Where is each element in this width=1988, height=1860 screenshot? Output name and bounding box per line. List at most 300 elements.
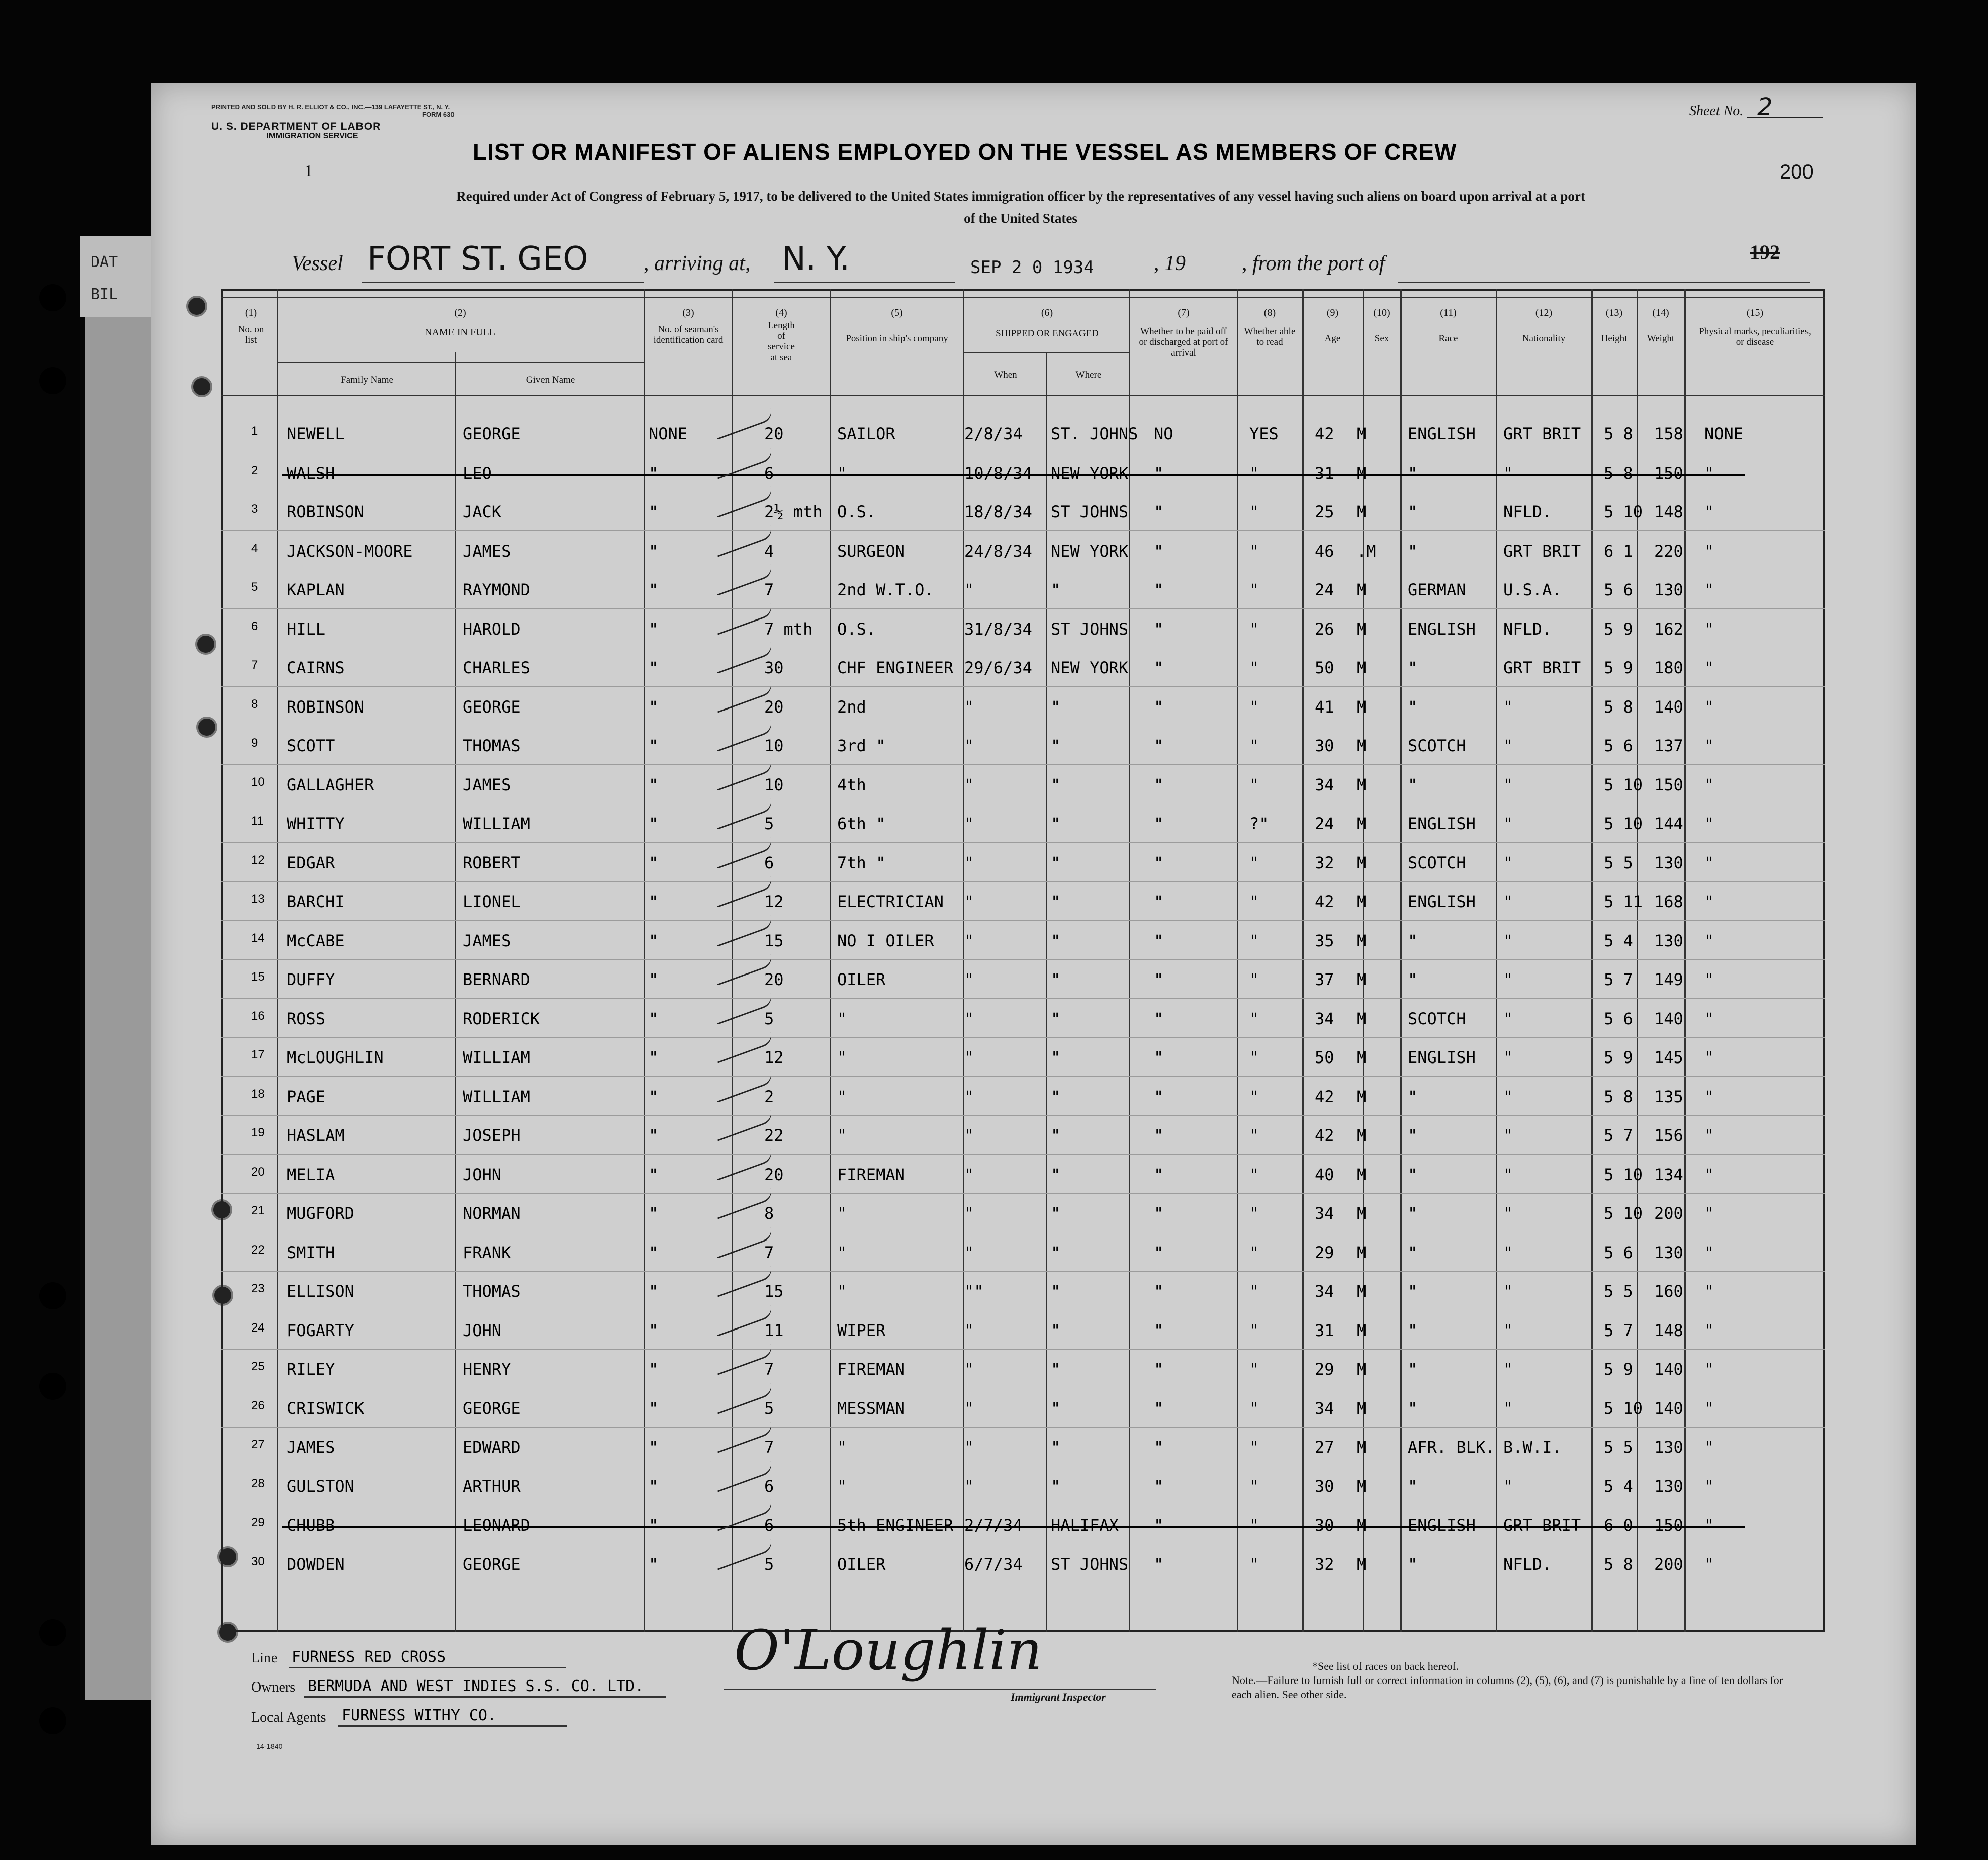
cell-nationality: " [1503, 1126, 1513, 1145]
cell-age: 40 [1315, 1165, 1334, 1184]
cell-when: 2/8/34 [964, 424, 1023, 444]
cell-weight: 140 [1654, 1360, 1683, 1379]
cell-read: " [1249, 775, 1259, 794]
cell-sex: M [1357, 1554, 1367, 1574]
cell-paid: " [1154, 619, 1164, 639]
cell-read: " [1249, 853, 1259, 872]
name-subdivider [455, 352, 456, 1632]
row-rule [221, 608, 1825, 609]
header-col-15-label: Physical marks, peculiarities, or disease [1699, 326, 1811, 347]
cell-when: " [964, 580, 974, 599]
cell-given: THOMAS [463, 1282, 521, 1301]
cell-weight: 150 [1654, 463, 1683, 483]
cell-given: RAYMOND [463, 580, 530, 599]
header-col-6-num: (6) [1041, 307, 1053, 318]
cell-read: " [1249, 1009, 1259, 1028]
cell-weight: 130 [1654, 1476, 1683, 1496]
cell-weight: 140 [1654, 697, 1683, 717]
agents-underline [338, 1725, 567, 1727]
cell-age: 37 [1315, 970, 1334, 989]
binder-hole [39, 1373, 66, 1400]
cell-height: 5 10 [1604, 814, 1643, 833]
row-rule [221, 1076, 1825, 1077]
cell-given: JOHN [463, 1320, 502, 1340]
cell-card: " [649, 1204, 659, 1223]
row-rule [221, 1349, 1825, 1350]
column-divider [1302, 289, 1304, 1632]
cell-service: 5 [764, 1398, 774, 1418]
cell-weight: 140 [1654, 1398, 1683, 1418]
cell-given: WILLIAM [463, 1048, 530, 1067]
cell-paid: " [1154, 775, 1164, 794]
cell-race: " [1408, 1282, 1418, 1301]
cell-card: " [649, 502, 659, 521]
cell-nationality: " [1503, 1243, 1513, 1262]
cell-height: 5 9 [1604, 658, 1633, 677]
cell-family: GULSTON [287, 1476, 354, 1496]
cell-where: " [1051, 1243, 1061, 1262]
cell-given: LEONARD [463, 1516, 530, 1535]
cell-age: 50 [1315, 658, 1334, 677]
manifest-table [221, 289, 1825, 1632]
cell-position: " [837, 1009, 847, 1028]
cell-family: GALLAGHER [287, 775, 374, 794]
cell-position: 6th " [837, 814, 886, 833]
cell-card: " [649, 541, 659, 561]
line-underline [289, 1667, 566, 1668]
cell-no: 1 [251, 424, 258, 438]
cell-when: 18/8/34 [964, 502, 1032, 521]
cell-nationality: " [1503, 931, 1513, 950]
cell-no: 27 [251, 1438, 265, 1451]
list-number: 1 [304, 162, 313, 181]
cell-no: 10 [251, 775, 265, 789]
cell-where: " [1051, 1398, 1061, 1418]
cell-read: " [1249, 1360, 1259, 1379]
cell-weight: 134 [1654, 1165, 1683, 1184]
cell-paid: " [1154, 1398, 1164, 1418]
cell-no: 7 [251, 658, 258, 672]
cell-weight: 144 [1654, 814, 1683, 833]
cell-when: " [964, 736, 974, 755]
cell-card: " [649, 580, 659, 599]
scrap-text-2: BIL [91, 286, 118, 303]
required-line-2: of the United States [964, 211, 1077, 226]
cell-position: " [837, 1282, 847, 1301]
cell-where: ST JOHNS [1051, 1554, 1129, 1574]
vessel-underline [362, 282, 644, 283]
cell-position: OILER [837, 1554, 886, 1574]
cell-where: " [1051, 892, 1061, 911]
cell-family: ROBINSON [287, 697, 365, 717]
header-col-10 [1364, 308, 1399, 344]
agents-value: FURNESS WITHY CO. [342, 1707, 497, 1724]
inspector-label: Immigrant Inspector [1011, 1691, 1106, 1703]
row-rule [221, 1037, 1825, 1038]
page-number: 200 [1780, 161, 1814, 183]
header-col-4 [734, 308, 829, 363]
cell-weight: 200 [1654, 1204, 1683, 1223]
cell-height: 5 5 [1604, 1438, 1633, 1457]
header-col-2-num: (2) [454, 307, 466, 318]
cell-age: 30 [1315, 1476, 1334, 1496]
cell-age: 31 [1315, 1320, 1334, 1340]
cell-age: 34 [1315, 1009, 1334, 1028]
header-col-13 [1593, 308, 1636, 344]
header-col-9-num: (9) [1326, 307, 1339, 318]
cell-weight: 130 [1654, 580, 1683, 599]
cell-race: ENGLISH [1408, 814, 1476, 833]
cell-where: " [1051, 1087, 1061, 1106]
cell-position: " [837, 1476, 847, 1496]
cell-family: EDGAR [287, 853, 335, 872]
cell-sex: M [1357, 931, 1367, 950]
cell-race: " [1408, 1204, 1418, 1223]
cell-race: AFR. BLK. [1408, 1438, 1495, 1457]
cell-paid: " [1154, 658, 1164, 677]
header-col-12-num: (12) [1535, 307, 1553, 318]
cell-read: " [1249, 1476, 1259, 1496]
cell-nationality: " [1503, 1398, 1513, 1418]
cell-height: 6 0 [1604, 1516, 1633, 1535]
cell-sex: M [1357, 697, 1367, 717]
cell-position: " [837, 1126, 847, 1145]
header-shipped-when: When [994, 370, 1017, 380]
cell-family: WHITTY [287, 814, 345, 833]
cell-when: " [964, 1476, 974, 1496]
cell-family: SCOTT [287, 736, 335, 755]
printer-imprint [211, 103, 455, 118]
vessel-name: FORT ST. GEO [367, 240, 588, 278]
cell-given: GEORGE [463, 697, 521, 717]
binder-hole [39, 1707, 66, 1734]
cell-age: 41 [1315, 697, 1334, 717]
cell-nationality: " [1503, 1320, 1513, 1340]
cell-read: " [1249, 736, 1259, 755]
header-col-10-label: Sex [1374, 333, 1389, 344]
cell-height: 5 10 [1604, 1204, 1643, 1223]
column-divider [1496, 289, 1497, 1632]
cell-height: 6 1 [1604, 541, 1633, 561]
cell-sex: M [1357, 1282, 1367, 1301]
header-col-2-label: NAME IN FULL [425, 327, 495, 338]
cell-paid: " [1154, 853, 1164, 872]
cell-service: 7 [764, 1360, 774, 1379]
cell-position: O.S. [837, 619, 876, 639]
cell-read: " [1249, 1204, 1259, 1223]
cell-family: RILEY [287, 1360, 335, 1379]
cell-read: " [1249, 1048, 1259, 1067]
cell-service: 22 [764, 1126, 784, 1145]
header-col-6-label: SHIPPED OR ENGAGED [996, 328, 1099, 339]
cell-where: " [1051, 931, 1061, 950]
from-port-label: , from the port of [1242, 252, 1385, 275]
cell-marks: " [1704, 1048, 1714, 1067]
cell-marks: " [1704, 1476, 1714, 1496]
cell-sex: M [1357, 463, 1367, 483]
cell-card: NONE [649, 424, 688, 444]
row-rule [221, 920, 1825, 921]
cell-service: 4 [764, 541, 774, 561]
cell-read: " [1249, 502, 1259, 521]
cell-family: McLOUGHLIN [287, 1048, 384, 1067]
footnote-text: Note.—Failure to furnish full or correct information in columns (2), (5), (6), and (7) is punishable by a fine of ten dollars for each alien. See other side. [1232, 1674, 1783, 1701]
cell-nationality: " [1503, 463, 1513, 483]
column-divider [1684, 289, 1686, 1632]
cell-no: 14 [251, 931, 265, 945]
cell-height: 5 10 [1604, 775, 1643, 794]
cell-no: 3 [251, 502, 258, 516]
cell-no: 24 [251, 1320, 265, 1335]
cell-service: 6 [764, 1516, 774, 1535]
cell-height: 5 6 [1604, 1243, 1633, 1262]
cell-age: 42 [1315, 1126, 1334, 1145]
column-divider [1400, 289, 1402, 1632]
cell-weight: 200 [1654, 1554, 1683, 1574]
binder-hole [39, 1282, 66, 1309]
cell-read: " [1249, 697, 1259, 717]
cell-family: CHUBB [287, 1516, 335, 1535]
cell-card: " [649, 1438, 659, 1457]
header-col-9 [1304, 308, 1362, 344]
binder-hole [39, 284, 66, 311]
cell-nationality: " [1503, 1165, 1513, 1184]
cell-card: " [649, 1048, 659, 1067]
cell-position: " [837, 463, 847, 483]
cell-height: 5 10 [1604, 502, 1643, 521]
cell-sex: M [1357, 619, 1367, 639]
cell-service: 2 [764, 1087, 774, 1106]
cell-nationality: " [1503, 970, 1513, 989]
form-number: 14-1840 [256, 1742, 283, 1750]
cell-card: " [649, 697, 659, 717]
cell-age: 30 [1315, 1516, 1334, 1535]
line-value: FURNESS RED CROSS [292, 1648, 446, 1666]
cell-position: MESSMAN [837, 1398, 905, 1418]
sheet-number: 2 [1757, 93, 1773, 121]
cell-when: 24/8/34 [964, 541, 1032, 561]
cell-sex: M [1357, 658, 1367, 677]
cell-age: 32 [1315, 1554, 1334, 1574]
cell-family: DUFFY [287, 970, 335, 989]
cell-height: 5 4 [1604, 931, 1633, 950]
cell-card: " [649, 1320, 659, 1340]
cell-family: CAIRNS [287, 658, 345, 677]
cell-no: 2 [251, 463, 258, 477]
binder-hole [39, 1619, 66, 1646]
cell-given: GEORGE [463, 424, 521, 444]
cell-no: 8 [251, 697, 258, 711]
service-name: IMMIGRATION SERVICE [266, 132, 358, 140]
cell-position: " [837, 1204, 847, 1223]
cell-when: " [964, 892, 974, 911]
cell-read: " [1249, 1438, 1259, 1457]
cell-race: " [1408, 1360, 1418, 1379]
cell-paid: " [1154, 1126, 1164, 1145]
cell-race: " [1408, 970, 1418, 989]
cell-position: " [837, 1048, 847, 1067]
header-col-1-label: No. on list [238, 324, 264, 345]
cell-service: 12 [764, 892, 784, 911]
required-line-1: Required under Act of Congress of February 5, 1917, to be delivered to the United States immigration officer by the representatives of any vessel having such aliens on board upon arrival at a port [456, 189, 1585, 204]
header-col-11 [1402, 308, 1495, 344]
cell-family: HILL [287, 619, 326, 639]
required-statement [297, 185, 1745, 229]
cell-paid: " [1154, 1048, 1164, 1067]
cell-weight: 145 [1654, 1048, 1683, 1067]
owners-label: Owners [251, 1679, 296, 1695]
cell-height: 5 5 [1604, 1282, 1633, 1301]
cell-position: SURGEON [837, 541, 905, 561]
cell-given: JOSEPH [463, 1126, 521, 1145]
cell-service: 15 [764, 1282, 784, 1301]
cell-age: 42 [1315, 892, 1334, 911]
cell-family: MUGFORD [287, 1204, 354, 1223]
cell-nationality: " [1503, 1048, 1513, 1067]
cell-family: McCABE [287, 931, 345, 950]
cell-nationality: " [1503, 736, 1513, 755]
cell-where: NEW YORK [1051, 658, 1129, 677]
column-divider [1363, 289, 1364, 1632]
cell-no: 30 [251, 1554, 265, 1568]
header-col-3-num: (3) [682, 307, 694, 318]
cell-age: 34 [1315, 1204, 1334, 1223]
cell-marks: NONE [1704, 424, 1744, 444]
cell-marks: " [1704, 1126, 1714, 1145]
cell-marks: " [1704, 1360, 1714, 1379]
cell-race: " [1408, 541, 1418, 561]
arriving-port: N. Y. [782, 240, 850, 278]
cell-card: " [649, 1516, 659, 1535]
paper-edge [85, 241, 156, 1700]
cell-age: 50 [1315, 1048, 1334, 1067]
header-col-4-num: (4) [775, 307, 787, 318]
header-col-7-label: Whether to be paid off or discharged at port of arrival [1139, 326, 1228, 358]
cell-service: 5 [764, 1554, 774, 1574]
cell-when: 31/8/34 [964, 619, 1032, 639]
date-stamp: SEP 2 0 1934 [970, 257, 1094, 278]
cell-nationality: GRT BRIT [1503, 424, 1581, 444]
cell-card: " [649, 658, 659, 677]
cell-paid: " [1154, 1204, 1164, 1223]
header-col-15-num: (15) [1746, 307, 1764, 318]
row-strikethrough [282, 474, 1745, 476]
cell-sex: M [1357, 1204, 1367, 1223]
cell-read: ?" [1249, 814, 1269, 833]
port-underline [774, 282, 955, 283]
cell-sex: M [1357, 892, 1367, 911]
cell-marks: " [1704, 814, 1714, 833]
agents-label: Local Agents [251, 1710, 326, 1725]
row-rule [221, 1154, 1825, 1155]
cell-height: 5 6 [1604, 736, 1633, 755]
cell-family: JACKSON-MOORE [287, 541, 413, 561]
header-shipped-where: Where [1075, 370, 1102, 380]
row-rule [221, 881, 1825, 882]
cell-given: RODERICK [463, 1009, 540, 1028]
cell-marks: " [1704, 1282, 1714, 1301]
sheet-label: Sheet No. [1689, 103, 1744, 119]
cell-nationality: GRT BRIT [1503, 1516, 1581, 1535]
row-rule [221, 764, 1825, 765]
cell-height: 5 11 [1604, 892, 1643, 911]
cell-height: 5 7 [1604, 1320, 1633, 1340]
document-title: LIST OR MANIFEST OF ALIENS EMPLOYED ON THE VESSEL AS MEMBERS OF CREW [473, 139, 1457, 165]
cell-nationality: " [1503, 697, 1513, 717]
cell-read: " [1249, 619, 1259, 639]
cell-weight: 130 [1654, 853, 1683, 872]
cell-sex: M [1357, 970, 1367, 989]
header-col-1-num: (1) [245, 307, 257, 318]
column-divider [277, 289, 278, 1632]
header-col-6 [965, 308, 1129, 339]
name-subheader-line [277, 362, 644, 363]
cell-race: SCOTCH [1408, 853, 1466, 872]
cell-no: 29 [251, 1516, 265, 1529]
row-rule [221, 686, 1825, 687]
cell-race: GERMAN [1408, 580, 1466, 599]
cell-paid: " [1154, 931, 1164, 950]
column-divider [963, 289, 964, 1632]
header-col-14-num: (14) [1652, 307, 1669, 318]
cell-when: " [964, 970, 974, 989]
cell-read: " [1249, 1282, 1259, 1301]
cell-age: 29 [1315, 1243, 1334, 1262]
cell-no: 19 [251, 1126, 265, 1139]
row-rule [221, 1193, 1825, 1194]
cell-sex: M [1357, 1320, 1367, 1340]
cell-card: " [649, 892, 659, 911]
cell-service: 12 [764, 1048, 784, 1067]
header-col-10-num: (10) [1373, 307, 1390, 318]
cell-paid: " [1154, 1476, 1164, 1496]
cell-race: " [1408, 931, 1418, 950]
cell-family: BARCHI [287, 892, 345, 911]
cell-read: " [1249, 1398, 1259, 1418]
cell-given: GEORGE [463, 1554, 521, 1574]
cell-when: " [964, 1243, 974, 1262]
cell-marks: " [1704, 736, 1714, 755]
cell-age: 32 [1315, 853, 1334, 872]
cell-sex: M [1357, 1087, 1367, 1106]
cell-when: " [964, 1087, 974, 1106]
cell-height: 5 5 [1604, 853, 1633, 872]
cell-when: "" [964, 1282, 984, 1301]
cell-read: " [1249, 1165, 1259, 1184]
cell-paid: " [1154, 1165, 1164, 1184]
cell-position: 5th ENGINEER [837, 1516, 954, 1535]
cell-when: " [964, 697, 974, 717]
header-col-5 [832, 308, 962, 344]
cell-no: 4 [251, 541, 258, 555]
column-divider [1637, 289, 1638, 1632]
header-top-line [221, 297, 1825, 298]
row-rule [221, 530, 1825, 531]
cell-marks: " [1704, 775, 1714, 794]
cell-given: EDWARD [463, 1438, 521, 1457]
punch-hole [191, 376, 212, 397]
cell-nationality: B.W.I. [1503, 1438, 1562, 1457]
cell-age: 30 [1315, 736, 1334, 755]
cell-given: LEO [463, 463, 492, 483]
cell-height: 5 8 [1604, 424, 1633, 444]
cell-where: ST JOHNS [1051, 502, 1129, 521]
cell-service: 7 [764, 1438, 774, 1457]
cell-card: " [649, 1476, 659, 1496]
cell-where: " [1051, 1204, 1061, 1223]
cell-no: 22 [251, 1243, 265, 1257]
cell-service: 20 [764, 424, 784, 444]
